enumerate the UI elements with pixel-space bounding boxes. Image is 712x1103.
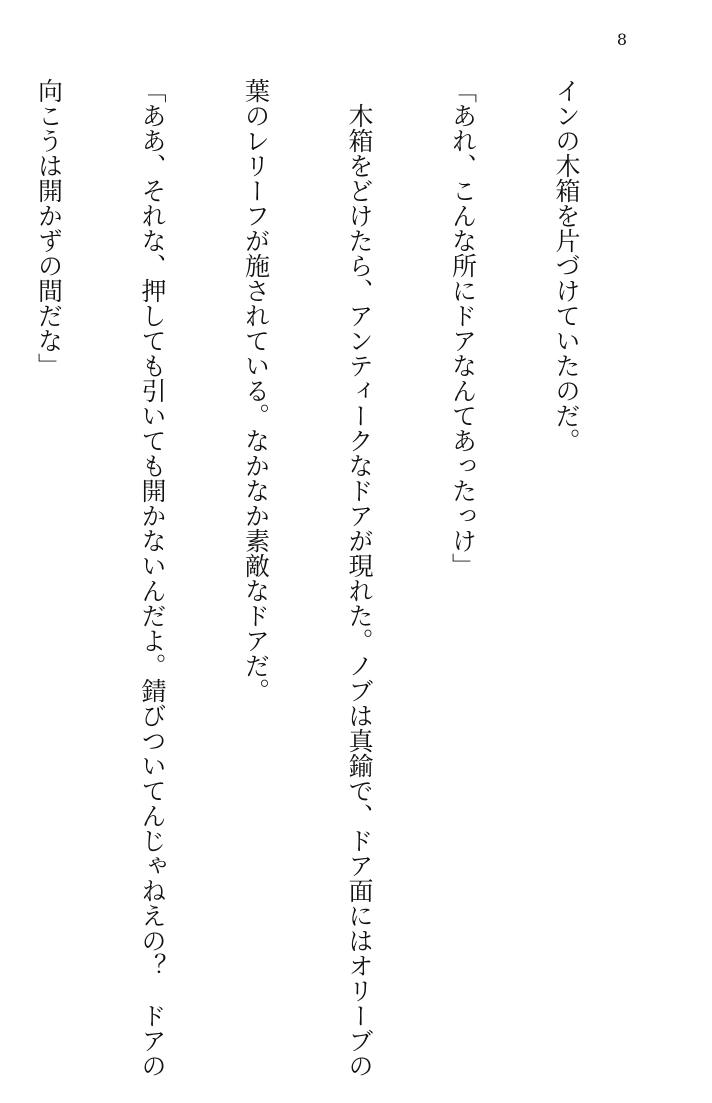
- text-line: インの木箱を片づけていたのだ。: [552, 78, 581, 453]
- text-line: 「ああ、それな、押しても引いても開かないんだよ。錆びついてんじゃねえの？ ドアの: [138, 78, 167, 1078]
- text-line: 「あれ、こんな所にドアなんてあったっけ」: [448, 78, 478, 578]
- text-line: 葉のレリーフが施されている。なかなか素敵なドアだ。: [241, 78, 271, 703]
- body-text: [0, 78, 652, 1078]
- page-number: 8: [616, 30, 628, 49]
- text-line: 向こうは開かずの間だな」: [34, 78, 64, 378]
- text-line: 木箱をどけたら、アンティークなドアが現れた。ノブは真鍮で、ドア面にはオリーブの: [345, 78, 374, 1078]
